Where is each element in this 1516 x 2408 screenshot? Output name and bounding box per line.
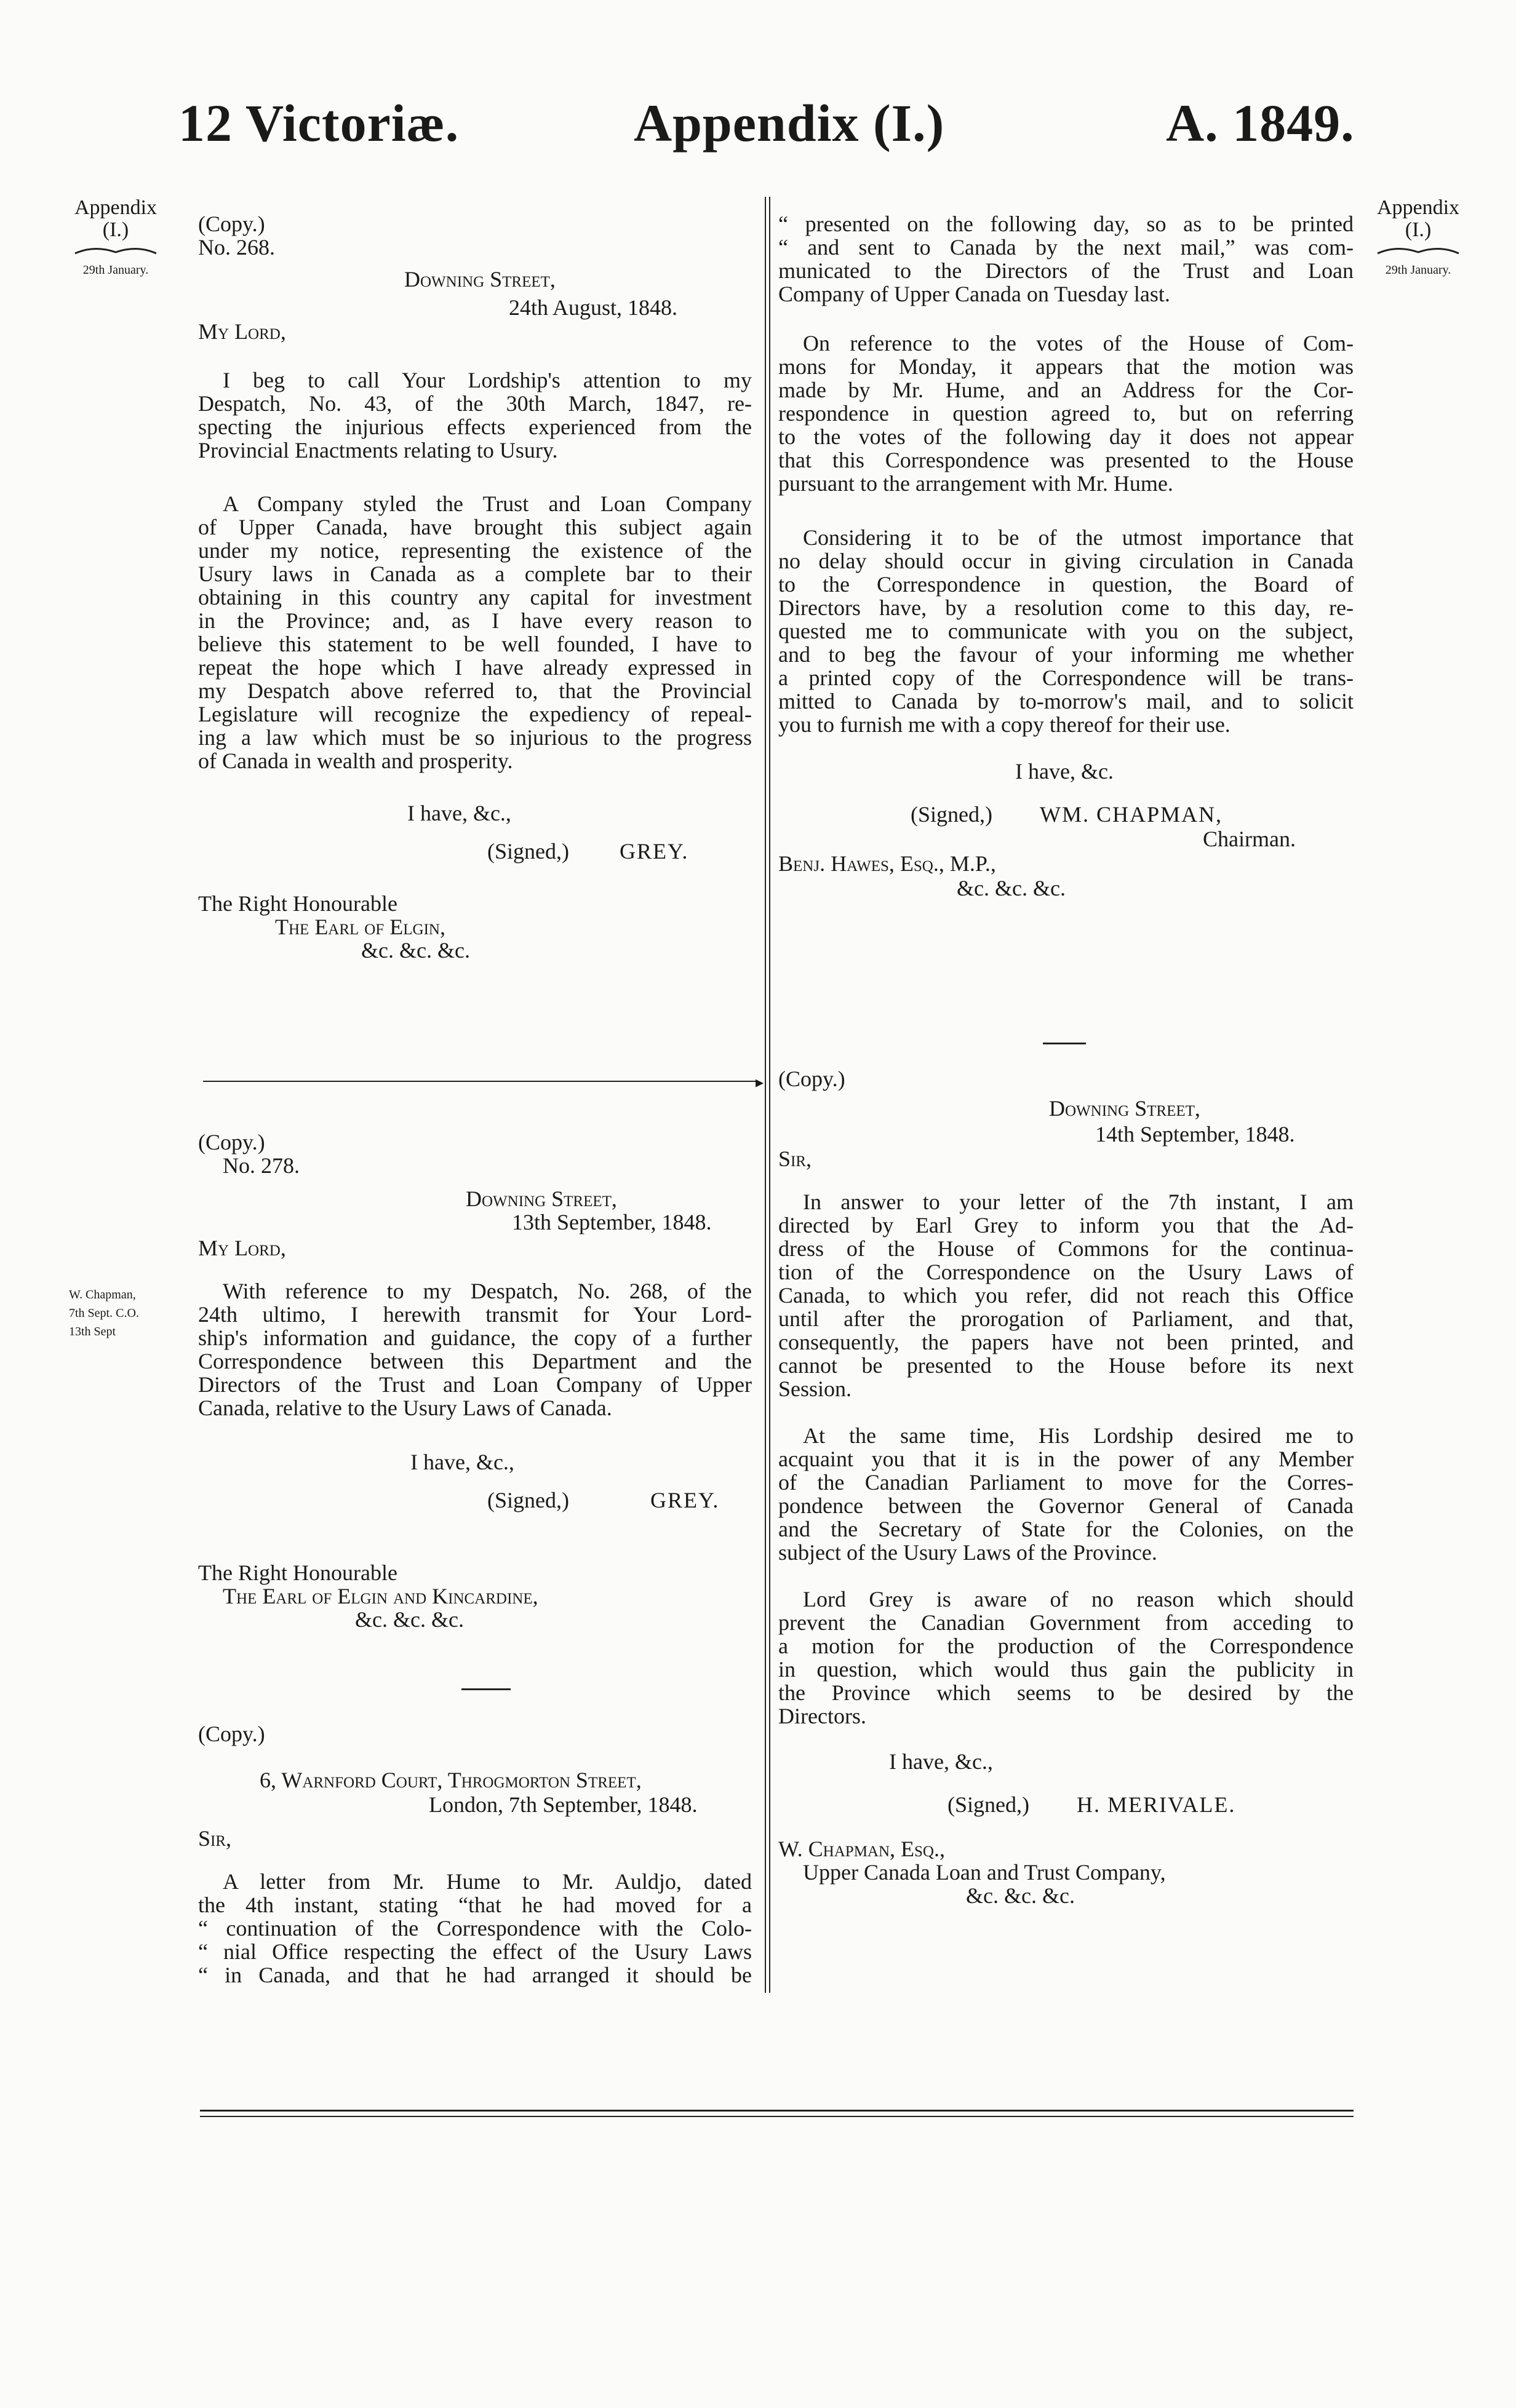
section-rule (203, 1081, 757, 1082)
body-line: tion of the Correspondence on the Usury Laws of (778, 1260, 1354, 1284)
letter-address: Downing Street, (404, 267, 556, 292)
body-line: under my notice, representing the existence of the (198, 538, 752, 563)
closing: I have, &c. (1015, 759, 1114, 784)
body-line: quested me to communicate with you on the subject, (778, 619, 1354, 643)
body-line: until after the prorogation of Parliament, and that, (778, 1306, 1354, 1331)
bottom-rule (200, 2110, 1354, 2112)
recipient-line: &c. &c. &c. (966, 1883, 1075, 1908)
body-line: believe this statement to be well founded, I have to (198, 632, 752, 656)
despatch-number: No. 268. (198, 235, 275, 260)
salutation: My Lord, (198, 1236, 286, 1260)
copy-label: (Copy.) (778, 1067, 845, 1091)
body-line: specting the injurious effects experienced from the (198, 415, 752, 439)
running-head-left: 12 Victoriæ. (178, 93, 460, 153)
column-separator (765, 197, 766, 1993)
body-line: you to furnish me with a copy thereof for their use. (778, 712, 1231, 737)
letter-date: 14th September, 1848. (1095, 1122, 1295, 1146)
body-line: that this Correspondence was presented to the House (778, 448, 1354, 472)
margin-label: Appendix (74, 196, 158, 219)
body-line: In answer to your letter of the 7th instant, I am (803, 1190, 1354, 1214)
body-line: pondence between the Governor General of Canada (778, 1493, 1354, 1518)
body-line: Company of Upper Canada on Tuesday last. (778, 282, 1170, 306)
body-line: Canada, relative to the Usury Laws of Canada. (198, 1396, 612, 1420)
body-line: prevent the Canadian Government from acceding to (778, 1610, 1354, 1635)
body-line: obtaining in this country any capital for investment (198, 585, 752, 610)
body-line: Correspondence between this Department and the (198, 1349, 752, 1373)
body-line: made by Mr. Hume, and an Address for the Cor- (778, 378, 1354, 402)
body-line: no delay should occur in giving circulation in Canada (778, 549, 1354, 573)
closing: I have, &c., (407, 801, 511, 825)
body-line: “ and sent to Canada by the next mail,” was com- (778, 235, 1354, 260)
salutation: Sir, (198, 1826, 232, 1851)
body-line: Canada, to which you refer, did not reach this Office (778, 1283, 1354, 1308)
body-line: “ in Canada, and that he had arranged it should be (198, 1963, 752, 1987)
body-line: dress of the House of Commons for the continua- (778, 1236, 1354, 1261)
body-line: I beg to call Your Lordship's attention to my (223, 368, 752, 392)
margin-note-line: 7th Sept. C.O. (69, 1306, 139, 1320)
closing: I have, &c., (410, 1450, 514, 1474)
letter-date: London, 7th September, 1848. (429, 1792, 698, 1817)
body-line: municated to the Directors of the Trust and Loan (778, 258, 1354, 283)
recipient-line: The Right Honourable (198, 1560, 397, 1585)
column-separator (769, 197, 770, 1993)
margin-label-number: (I.) (102, 218, 129, 241)
body-line: Considering it to be of the utmost importance that (803, 525, 1354, 550)
body-line: a motion for the production of the Correspondence (778, 1634, 1354, 1658)
recipient-line: &c. &c. &c. (957, 876, 1066, 900)
signer-title: Chairman. (1203, 827, 1296, 851)
body-line: respondence in question agreed to, but on referring (778, 401, 1354, 426)
body-line: in question, which would thus gain the publicity in (778, 1657, 1354, 1682)
signer-name: GREY. (620, 839, 689, 864)
body-line: Usury laws in Canada as a complete bar to their (198, 562, 752, 586)
body-line: cannot be presented to the House before its next (778, 1353, 1354, 1378)
body-line: On reference to the votes of the House of Com- (803, 331, 1354, 356)
letter-date: 24th August, 1848. (509, 295, 678, 320)
letter-address: 6, Warnford Court, Throgmorton Street, (260, 1768, 642, 1792)
signed-label: (Signed,) (948, 1792, 1029, 1817)
signer-name: H. MERIVALE. (1077, 1792, 1236, 1817)
body-line: “ continuation of the Correspondence with the Colo- (198, 1916, 752, 1941)
body-line: Despatch, No. 43, of the 30th March, 1847, re- (198, 391, 752, 416)
body-line: A Company styled the Trust and Loan Company (223, 491, 752, 516)
despatch-number: No. 278. (223, 1153, 300, 1178)
body-line: Directors. (778, 1704, 866, 1728)
body-line: pursuant to the arrangement with Mr. Hume. (778, 471, 1173, 496)
signed-label: (Signed,) (911, 802, 992, 827)
body-line: to the votes of the following day it does not appear (778, 424, 1354, 449)
margin-note (69, 1285, 192, 1341)
bottom-rule (200, 2116, 1354, 2117)
letter-date: 13th September, 1848. (512, 1210, 712, 1234)
ornament-swash-icon (73, 244, 159, 258)
body-line: Provincial Enactments relating to Usury. (198, 438, 558, 463)
body-line: ship's information and guidance, the copy of a further (198, 1325, 752, 1350)
margin-date: 29th January. (82, 263, 149, 277)
body-line: Legislature will recognize the expediency of repeal- (198, 702, 752, 726)
short-rule (1043, 1043, 1086, 1044)
margin-label: Appendix (1376, 196, 1460, 219)
body-line: subject of the Usury Laws of the Province. (778, 1540, 1157, 1565)
recipient-line: Benj. Hawes, Esq., M.P., (778, 851, 996, 876)
margin-note-line: 13th Sept (69, 1325, 116, 1338)
ornament-swash-icon (1375, 244, 1461, 258)
closing: I have, &c., (889, 1749, 993, 1774)
recipient-line: W. Chapman, Esq., (778, 1837, 945, 1861)
body-line: mitted to Canada by to-morrow's mail, and to solicit (778, 689, 1354, 713)
recipient-line: The Earl of Elgin, (275, 915, 445, 939)
margin-appendix-right (1347, 197, 1489, 277)
letter-address: Downing Street, (1049, 1096, 1200, 1121)
body-line: Session. (778, 1377, 852, 1401)
salutation: Sir, (778, 1146, 812, 1171)
letter-merivale (778, 1067, 1354, 2002)
body-line: and the Secretary of State for the Colonies, on the (778, 1517, 1354, 1541)
letter-268 (198, 212, 752, 1043)
body-line: of Canada in wealth and prosperity. (198, 749, 513, 773)
running-head-center: Appendix (I.) (634, 93, 945, 153)
signed-label: (Signed,) (487, 839, 569, 864)
margin-date: 29th January. (1385, 263, 1451, 277)
signer-name: WM. CHAPMAN, (1040, 802, 1223, 827)
arrow-icon: ▸ (756, 1073, 764, 1091)
body-line: At the same time, His Lordship desired me to (803, 1423, 1354, 1448)
body-line: the Province which seems to be desired by the (778, 1680, 1354, 1705)
body-line: a printed copy of the Correspondence will be trans- (778, 666, 1354, 690)
body-line: “ presented on the following day, so as to be printed (778, 212, 1354, 236)
letter-address: Downing Street, (466, 1186, 617, 1211)
salutation: My Lord, (198, 319, 286, 344)
copy-label: (Copy.) (198, 1722, 265, 1746)
recipient-line: Upper Canada Loan and Trust Company, (803, 1860, 1166, 1885)
body-line: “ nial Office respecting the effect of the Usury Laws (198, 1939, 752, 1964)
body-line: Directors of the Trust and Loan Company of Upper (198, 1372, 752, 1397)
copy-label: (Copy.) (198, 212, 265, 236)
recipient-line: &c. &c. &c. (355, 1607, 464, 1632)
body-line: in the Province; and, as I have every reason to (198, 608, 752, 633)
body-line: directed by Earl Grey to inform you that the Ad- (778, 1213, 1354, 1238)
body-line: of the Canadian Parliament to move for the Corres- (778, 1470, 1354, 1495)
body-line: my Despatch above referred to, that the Provincial (198, 678, 752, 703)
margin-label-number: (I.) (1405, 218, 1432, 241)
body-line: acquaint you that it is in the power of any Member (778, 1447, 1354, 1471)
margin-note-line: W. Chapman, (69, 1288, 136, 1301)
body-line: Lord Grey is aware of no reason which should (803, 1587, 1354, 1611)
copy-label: (Copy.) (198, 1130, 265, 1154)
letter-chapman-start (198, 1722, 752, 2005)
body-line: mons for Monday, it appears that the motion was (778, 354, 1354, 379)
recipient-line: The Earl of Elgin and Kincardine, (223, 1584, 538, 1608)
body-line: to the Correspondence in question, the Board of (778, 572, 1354, 597)
margin-appendix-left (54, 197, 177, 277)
body-line: A letter from Mr. Hume to Mr. Auldjo, dated (223, 1869, 752, 1894)
letter-278 (198, 1130, 752, 1653)
letter-chapman-continued (778, 212, 1354, 1012)
body-line: and to beg the favour of your informing me whether (778, 642, 1354, 667)
body-line: 24th ultimo, I herewith transmit for Your Lord- (198, 1302, 752, 1327)
recipient-line: The Right Honourable (198, 891, 397, 916)
body-line: Directors have, by a resolution come to this day, re- (778, 595, 1354, 620)
signed-label: (Signed,) (487, 1488, 569, 1512)
running-head-right: A. 1849. (1166, 93, 1355, 153)
body-line: ing a law which must be so injurious to the progress (198, 725, 752, 750)
body-line: repeat the hope which I have already expressed in (198, 655, 752, 680)
body-line: With reference to my Despatch, No. 268, of the (223, 1279, 752, 1303)
body-line: the 4th instant, stating “that he had moved for a (198, 1893, 752, 1917)
body-line: consequently, the papers have not been printed, and (778, 1330, 1354, 1354)
recipient-line: &c. &c. &c. (361, 938, 470, 963)
short-rule (461, 1688, 511, 1690)
body-line: of Upper Canada, have brought this subject again (198, 515, 752, 539)
signer-name: GREY. (650, 1488, 720, 1512)
